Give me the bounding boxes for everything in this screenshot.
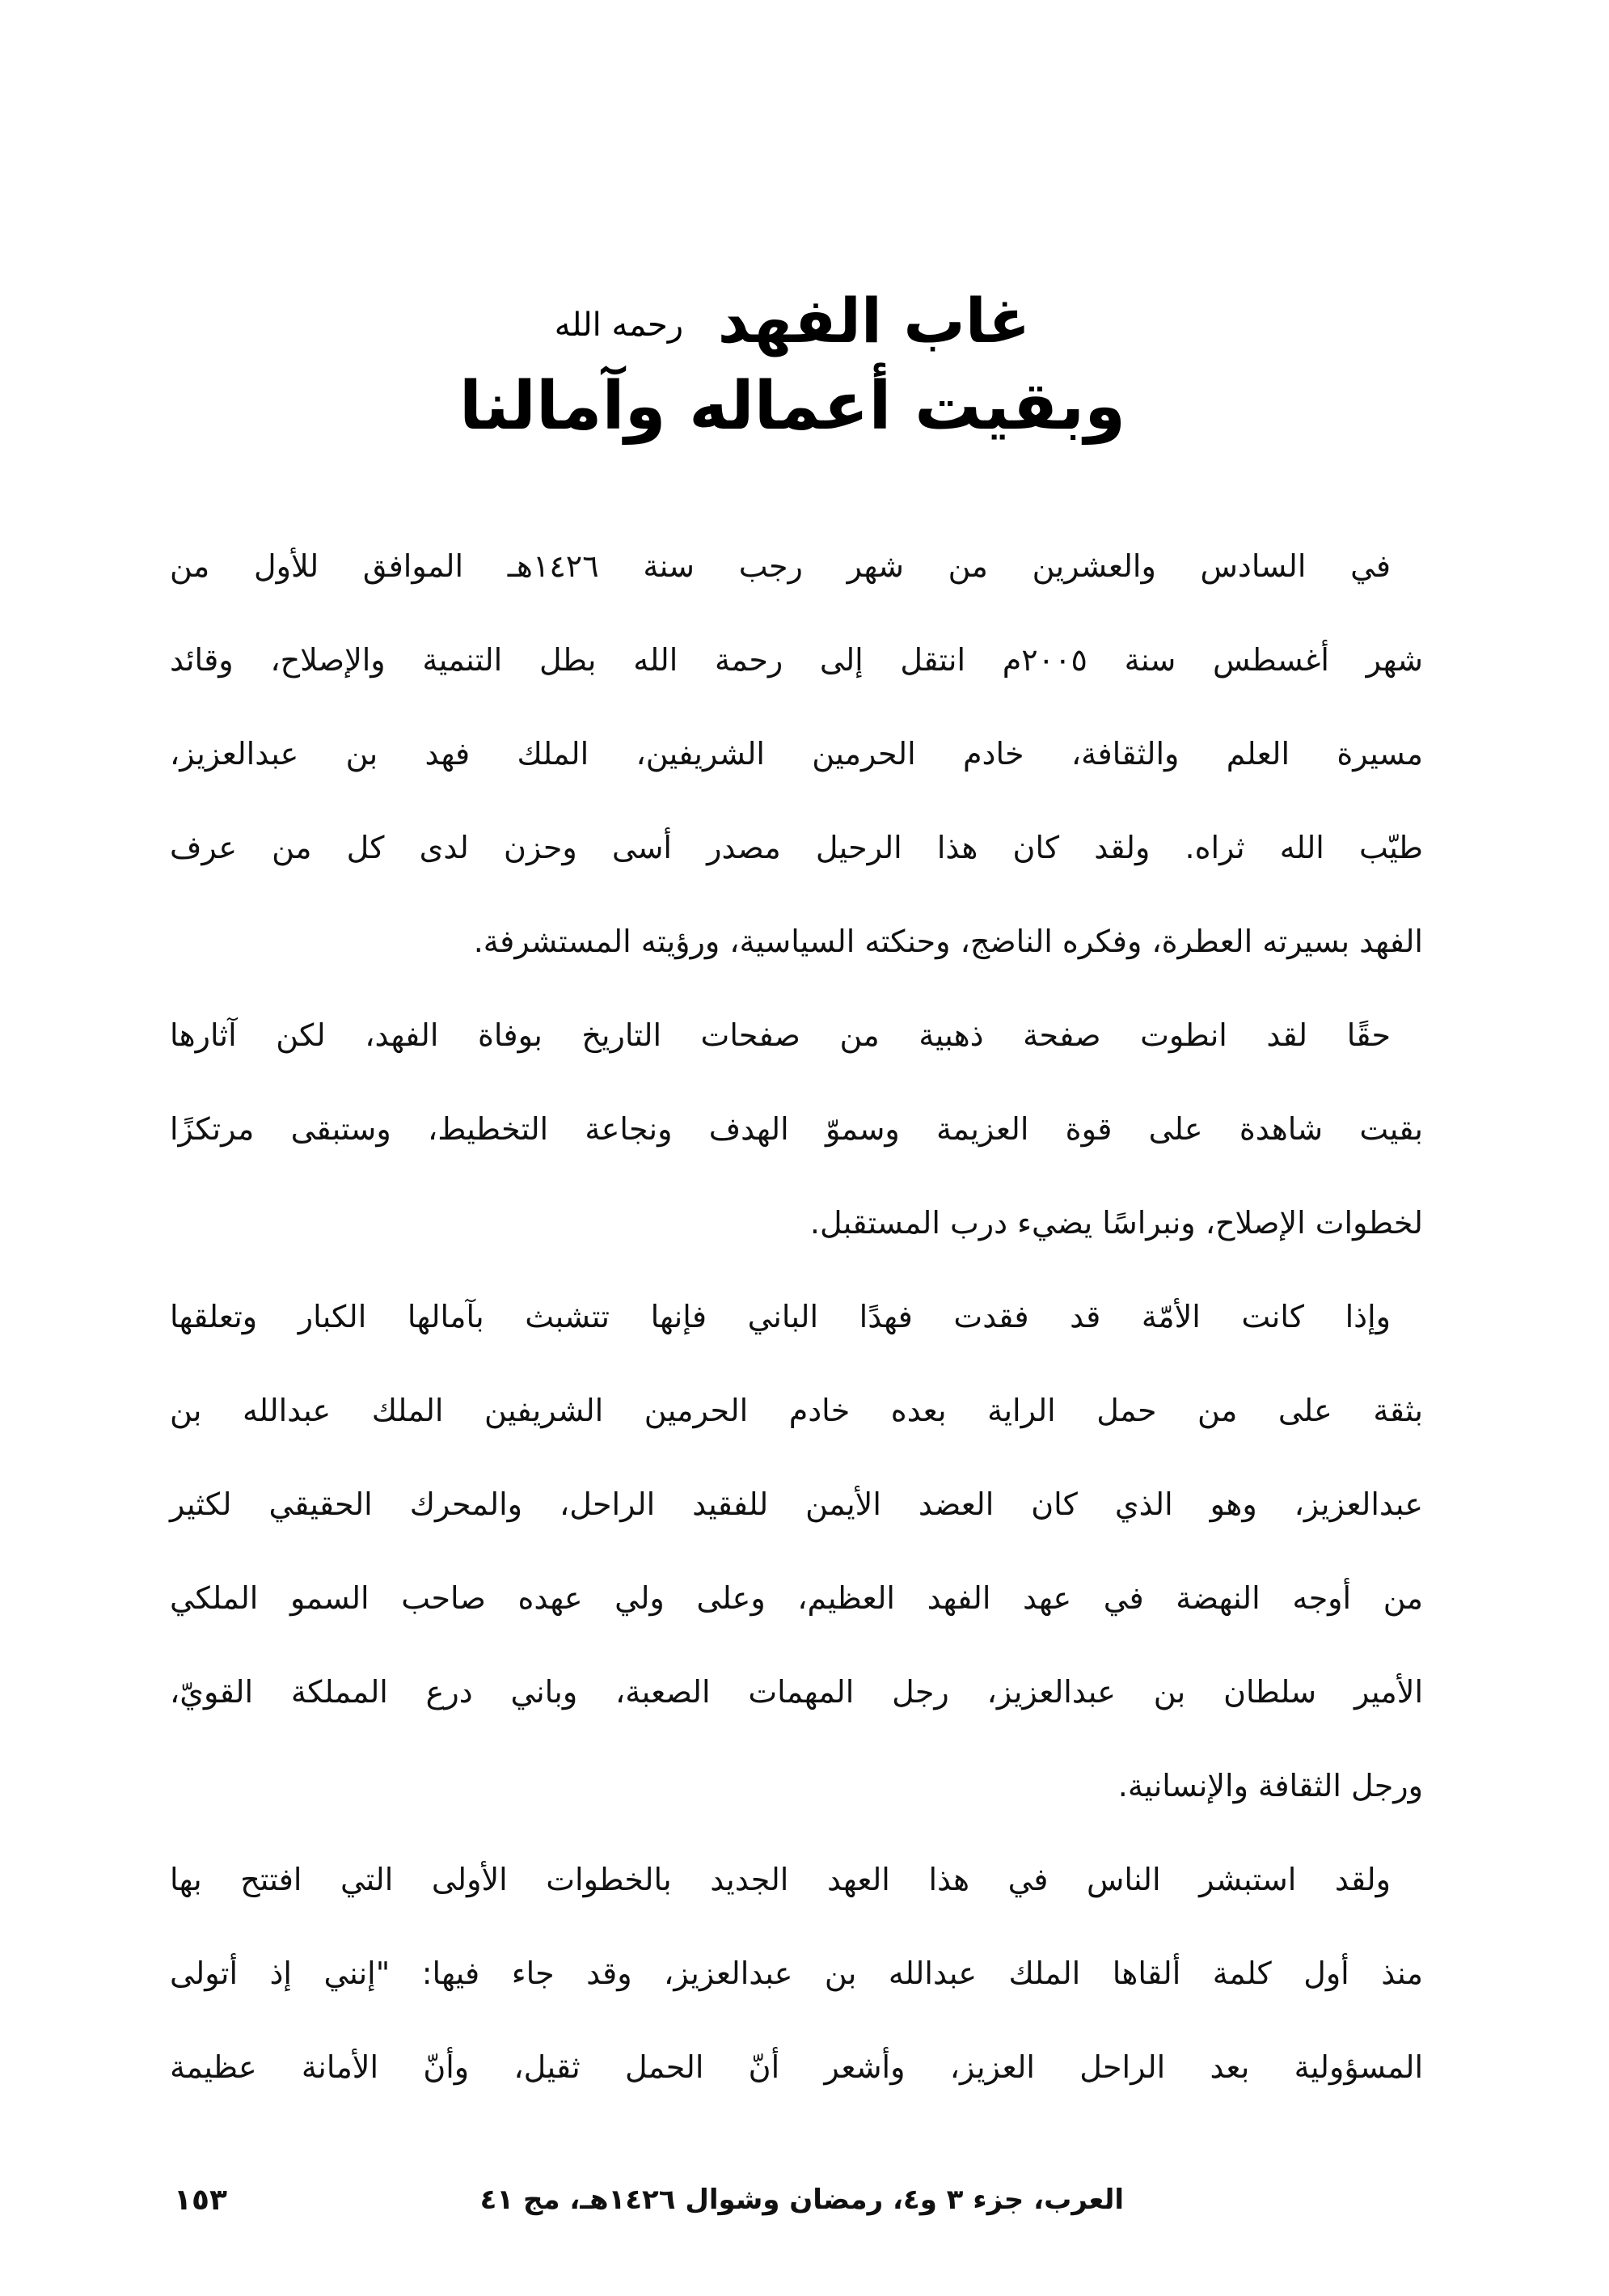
body-line: وإذا كانت الأمّة قد فقدت فهدًا الباني فإنها تتشبث بآمالها الكبار وتعلقها	[170, 1299, 1391, 1334]
body-line: من أوجه النهضة في عهد الفهد العظيم، وعلى ولي عهده صاحب السمو الملكي	[170, 1580, 1423, 1616]
body-line: حقًا لقد انطوت صفحة ذهبية من صفحات التاريخ بوفاة الفهد، لكن آثارها	[170, 1017, 1391, 1053]
body-line: منذ أول كلمة ألقاها الملك عبدالله بن عبدالعزيز، وقد جاء فيها: "إنني إذ أتولى	[170, 1956, 1423, 1991]
article-body	[170, 534, 1423, 2129]
body-line: المسؤولية بعد الراحل العزيز، وأشعر أنّ الحمل ثقيل، وأنّ الأمانة عظيمة	[170, 2049, 1423, 2085]
body-line: عبدالعزيز، وهو الذي كان العضد الأيمن للفقيد الراحل، والمحرك الحقيقي لكثير	[170, 1486, 1423, 1522]
body-line: بقيت شاهدة على قوة العزيمة وسموّ الهدف ونجاعة التخطيط، وستبقى مرتكزًا	[170, 1111, 1423, 1147]
body-line: في السادس والعشرين من شهر رجب سنة ١٤٢٦هـ الموافق للأول من	[170, 548, 1391, 584]
body-line: الفهد بسيرته العطرة، وفكره الناضج، وحنكته السياسية، ورؤيته المستشرفة.	[473, 924, 1423, 959]
body-line: شهر أغسطس سنة ٢٠٠٥م انتقل إلى رحمة الله بطل التنمية والإصلاح، وقائد	[170, 642, 1423, 678]
body-line: ورجل الثقافة والإنسانية.	[1117, 1768, 1423, 1803]
body-line: ولقد استبشر الناس في هذا العهد الجديد بالخطوات الأولى التي افتتح بها	[170, 1862, 1391, 1897]
body-line: طيّب الله ثراه. ولقد كان هذا الرحيل مصدر أسى وحزن لدى كل من عرف	[170, 830, 1423, 865]
running-footer: العرب، جزء ٣ و٤، رمضان وشوال ١٤٢٦هـ، مج ٤١	[479, 2184, 1124, 2216]
honorific-glyph: رحمه الله	[554, 307, 684, 344]
page-number: ١٥٣	[174, 2184, 227, 2217]
body-line: لخطوات الإصلاح، ونبراسًا يضيء درب المستقبل.	[809, 1205, 1423, 1241]
body-line: بثقة على من حمل الراية بعده خادم الحرمين الشريفين الملك عبدالله بن	[170, 1393, 1423, 1428]
article-title-line-2: وبقيت أعماله وآمالنا	[458, 368, 1126, 445]
body-line: الأمير سلطان بن عبدالعزيز، رجل المهمات الصعبة، وباني درع المملكة القويّ،	[170, 1674, 1423, 1710]
body-line: مسيرة العلم والثقافة، خادم الحرمين الشريفين، الملك فهد بن عبدالعزيز،	[170, 736, 1423, 772]
title-text: غاب الفهد	[717, 285, 1031, 357]
article-title-line-1	[0, 285, 1585, 357]
